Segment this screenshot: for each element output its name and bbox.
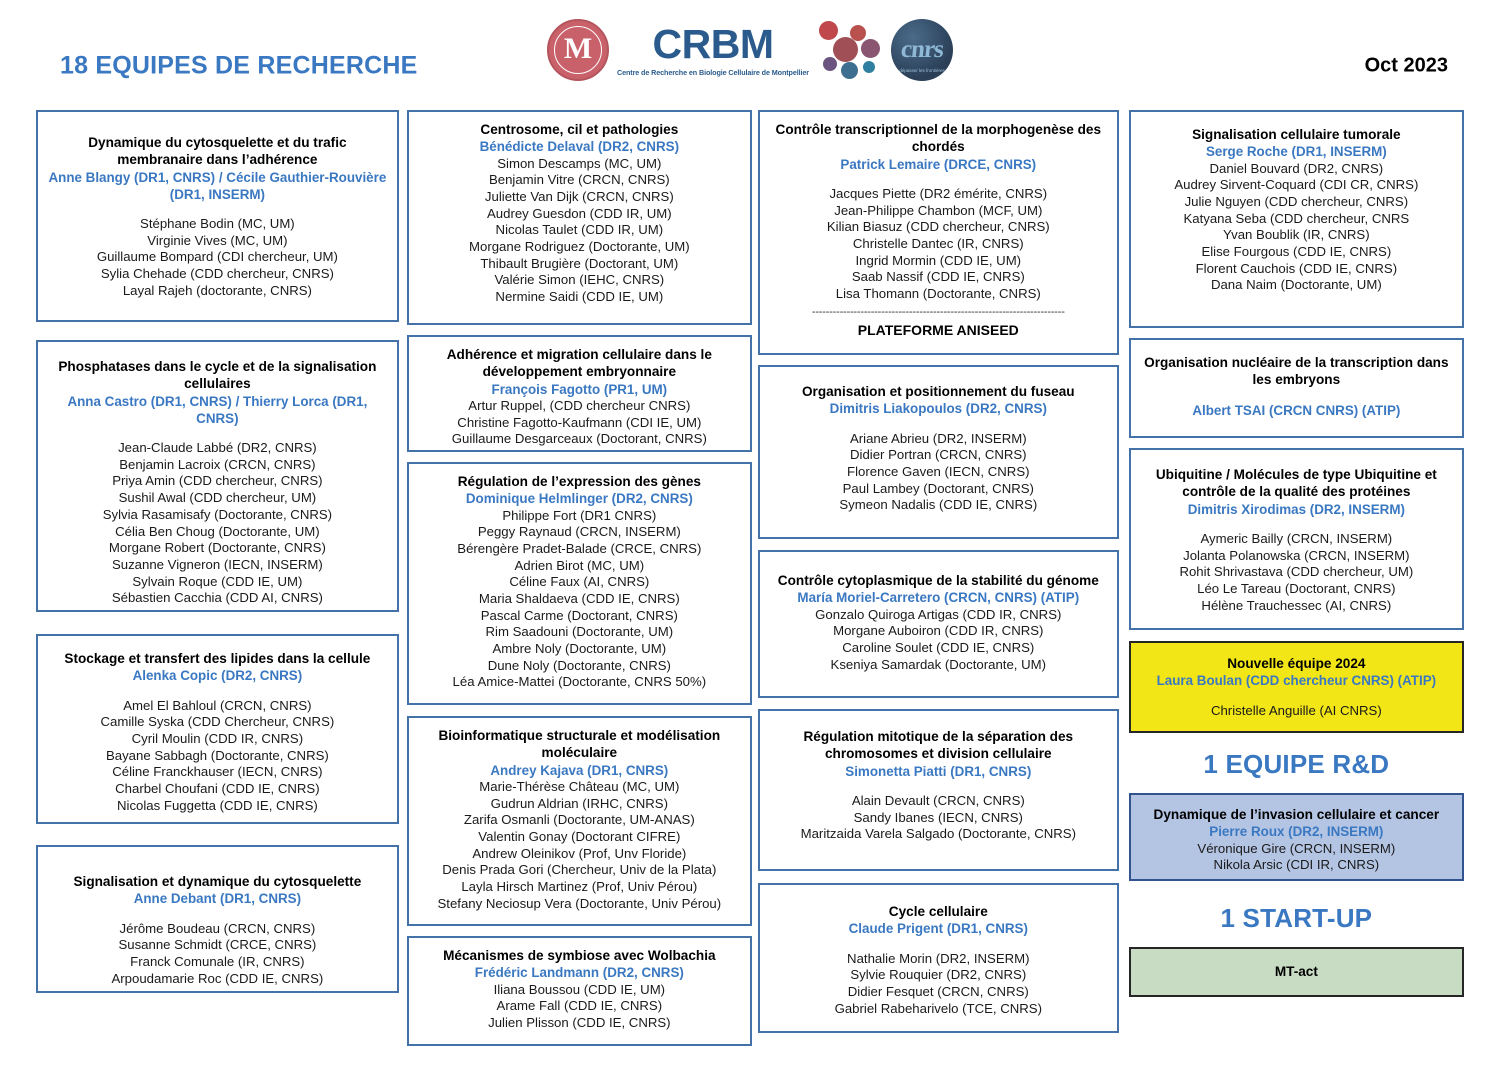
- team-member: Camille Syska (CDD Chercheur, CNRS): [100, 714, 335, 730]
- team-member: Sylvain Roque (CDD IE, UM): [132, 573, 303, 589]
- team-member: Amel El Bahloul (CRCN, CNRS): [123, 697, 312, 713]
- team-member: Caroline Soulet (CDD IE, CNRS): [842, 639, 1035, 655]
- team-member: Saab Nassif (CDD IE, CNRS): [851, 269, 1025, 285]
- team-member: Audrey Guesdon (CDD IR, UM): [486, 205, 672, 221]
- team-lead: Pierre Roux (DR2, INSERM): [1209, 824, 1384, 840]
- team-member: Susanne Schmidt (CRCE, CNRS): [118, 937, 317, 953]
- team-member: Benjamin Lacroix (CRCN, CNRS): [119, 456, 316, 472]
- team-member: Dana Naim (Doctorante, UM): [1210, 277, 1382, 293]
- team-member: Nikola Arsic (CDI IR, CNRS): [1213, 857, 1380, 873]
- team-member: Christine Fagotto-Kaufmann (CDI IE, UM): [457, 414, 702, 430]
- team-member: Dune Noly (Doctorante, CNRS): [487, 657, 671, 673]
- team-title: Dynamique du cytosquelette et du trafic membranaire dans l’adhérence: [88, 135, 347, 168]
- team-title: Phosphatases dans le cycle et de la signalisation cellulaires: [58, 359, 377, 392]
- team-title: Contrôle transcriptionnel de la morphogenèse des chordés: [775, 122, 1102, 155]
- team-box: [407, 335, 752, 452]
- team-box: [36, 110, 399, 322]
- team-member: Artur Ruppel, (CDD chercheur CNRS): [468, 397, 691, 413]
- team-lead: Alenka Copic (DR2, CNRS): [132, 668, 303, 684]
- team-member: Christelle Dantec (IR, CNRS): [852, 236, 1024, 251]
- team-member: Ingrid Mormin (CDD IE, UM): [855, 252, 1022, 268]
- team-member: Sandy Ibanes (IECN, CNRS): [853, 809, 1023, 825]
- new-team-box: [1129, 641, 1464, 733]
- team-member: Julie Nguyen (CDD chercheur, CNRS): [1184, 193, 1409, 209]
- team-member: Charbel Choufani (CDD IE, CNRS): [115, 780, 320, 796]
- team-member: Zarifa Osmanli (Doctorante, UM-ANAS): [463, 812, 695, 828]
- team-lead: Andrey Kajava (DR1, CNRS): [490, 762, 669, 778]
- team-member: Rim Saadouni (Doctorante, UM): [485, 624, 674, 640]
- team-member: Sushil Awal (CDD chercheur, UM): [118, 490, 317, 506]
- cnrs-wordmark: cnrs: [899, 36, 945, 63]
- team-member: Symeon Nadalis (CDD IE, CNRS): [839, 497, 1038, 513]
- cnrs-tagline: dépasser les frontières: [899, 68, 945, 73]
- team-box: [1129, 110, 1464, 328]
- team-title: Cycle cellulaire: [888, 904, 988, 919]
- team-member: Célia Ben Choug (Doctorante, UM): [115, 523, 320, 539]
- team-member: Morgane Robert (Doctorante, CNRS): [108, 540, 326, 556]
- team-title: Stockage et transfert des lipides dans la cellule: [64, 651, 371, 666]
- team-member: Priya Amin (CDD chercheur, CNRS): [112, 473, 323, 489]
- team-member: Elise Fourgous (CDD IE, CNRS): [1201, 243, 1392, 259]
- team-member: Andrew Oleinikov (Prof, Unv Floride): [472, 845, 687, 861]
- team-member: Morgane Auboiron (CDD IR, CNRS): [833, 623, 1044, 639]
- team-member: Didier Portran (CRCN, CNRS): [849, 447, 1027, 463]
- team-title: Signalisation et dynamique du cytosquelette: [73, 874, 362, 889]
- team-member: Christelle Anguille (AI CNRS): [1210, 702, 1382, 718]
- team-member: Jean-Philippe Chambon (MCF, UM): [834, 202, 1043, 218]
- team-lead: Claude Prigent (DR1, CNRS): [848, 921, 1028, 937]
- team-lead: Simonetta Piatti (DR1, CNRS): [845, 763, 1032, 779]
- team-member: Thibault Brugière (Doctorant, UM): [480, 255, 679, 271]
- team-member: Valentin Gonay (Doctorant CIFRE): [478, 829, 681, 844]
- team-member: Adrien Birot (MC, UM): [514, 557, 645, 573]
- team-member: Ambre Noly (Doctorante, UM): [492, 641, 667, 657]
- team-box: [758, 883, 1119, 1033]
- team-member: Valérie Simon (IEHC, CNRS): [494, 272, 665, 288]
- team-member: Jolanta Polanowska (CRCN, INSERM): [1183, 547, 1410, 563]
- team-member: Sylvia Rasamisafy (Doctorante, CNRS): [102, 506, 333, 522]
- team-member: Simon Descamps (MC, UM): [497, 155, 662, 171]
- team-box: [407, 936, 752, 1046]
- team-title: Nouvelle équipe 2024: [1227, 656, 1366, 671]
- team-member: Cyril Moulin (CDD IR, CNRS): [131, 730, 304, 746]
- team-lead: Anne Blangy (DR1, CNRS) / Cécile Gauthier-Rouvière (DR1, INSERM): [48, 169, 387, 202]
- team-member: Suzanne Vigneron (IECN, INSERM): [111, 556, 323, 572]
- team-member: Peggy Raynaud (CRCN, INSERM): [477, 524, 681, 540]
- team-member: Jérôme Boudeau (CRCN, CNRS): [119, 920, 316, 936]
- team-title: Adhérence et migration cellulaire dans le développement embryonnaire: [446, 347, 712, 380]
- team-box: [1129, 448, 1464, 630]
- team-member: Gabriel Rabeharivelo (TCE, CNRS): [834, 1000, 1042, 1016]
- team-member: Arame Fall (CDD IE, CNRS): [496, 998, 663, 1014]
- team-box: [36, 634, 399, 824]
- team-member: Gudrun Aldrian (IRHC, CNRS): [490, 795, 668, 811]
- team-member: Nermine Saidi (CDD IE, UM): [495, 289, 664, 305]
- crbm-wordmark: [616, 20, 810, 77]
- team-box: [758, 709, 1119, 871]
- team-member: Katyana Seba (CDD chercheur, CNRS: [1183, 210, 1410, 226]
- startup-name: MT-act: [1274, 964, 1318, 979]
- column-3: [758, 110, 1119, 1060]
- team-lead: Albert TSAI (CRCN CNRS) (ATIP): [1192, 402, 1401, 418]
- team-box: [36, 340, 399, 612]
- team-member: Paul Lambey (Doctorant, CNRS): [842, 480, 1034, 496]
- team-member: Guillaume Desgarceaux (Doctorant, CNRS): [451, 431, 707, 447]
- team-title: Bioinformatique structurale et modélisation moléculaire: [438, 728, 721, 761]
- team-member: Denis Prada Gori (Chercheur, Univ de la Plata): [442, 862, 717, 878]
- team-member: Guillaume Bompard (CDI chercheur, UM): [96, 249, 338, 265]
- team-member: Layal Rajeh (doctorante, CNRS): [122, 282, 312, 298]
- team-member: Audrey Sirvent-Coquard (CDI CR, CNRS): [1174, 177, 1419, 193]
- cnrs-logo-icon: [891, 19, 953, 81]
- team-member: Pascal Carme (Doctorant, CNRS): [480, 607, 678, 623]
- column-1: [36, 110, 399, 1060]
- date-label: Oct 2023: [1364, 54, 1448, 77]
- team-box: [1129, 338, 1464, 438]
- team-member: Daniel Bouvard (DR2, CNRS): [1209, 160, 1384, 176]
- team-member: Gonzalo Quiroga Artigas (CDD IR, CNRS): [815, 606, 1062, 622]
- column-2: [407, 110, 752, 1060]
- team-title: Dynamique de l’invasion cellulaire et cancer: [1153, 807, 1440, 822]
- team-member: Jacques Piette (DR2 émérite, CNRS): [829, 185, 1048, 201]
- team-box: [407, 716, 752, 926]
- page-header: [0, 0, 1500, 108]
- teams-grid: [0, 110, 1500, 1060]
- universite-montpellier-seal-icon: [547, 19, 609, 81]
- column-4: [1129, 110, 1464, 1060]
- team-lead: Anne Debant (DR1, CNRS): [133, 891, 302, 907]
- team-title: Contrôle cytoplasmique de la stabilité du génome: [777, 573, 1099, 588]
- team-lead: Dimitris Liakopoulos (DR2, CNRS): [829, 401, 1047, 417]
- team-member: Céline Franckhauser (IECN, CNRS): [112, 764, 323, 780]
- team-title: Organisation et positionnement du fuseau: [801, 384, 1075, 399]
- team-title: Régulation de l’expression des gènes: [457, 474, 701, 489]
- crbm-fullname: Centre de Recherche en Biologie Cellulaire de Montpellier: [616, 67, 810, 77]
- team-lead: Anna Castro (DR1, CNRS) / Thierry Lorca (DR1, CNRS): [67, 393, 368, 426]
- team-member: Rohit Shrivastava (CDD chercheur, UM): [1179, 564, 1414, 580]
- team-member: Arpoudamarie Roc (CDD IE, CNRS): [111, 970, 324, 986]
- page-title: 18 EQUIPES DE RECHERCHE: [60, 51, 418, 80]
- team-member: Lisa Thomann (Doctorante, CNRS): [835, 286, 1041, 302]
- team-member: Florent Cauchois (CDD IE, CNRS): [1195, 260, 1398, 276]
- team-member: Maritzaida Varela Salgado (Doctorante, CNRS): [800, 826, 1076, 842]
- team-member: Didier Fesquet (CRCN, CNRS): [847, 983, 1029, 999]
- platform-label: PLATEFORME ANISEED: [857, 321, 1019, 338]
- team-member: Yvan Boublik (IR, CNRS): [1223, 227, 1370, 243]
- team-member: Layla Hirsch Martinez (Prof, Univ Pérou): [461, 879, 698, 895]
- team-member: Iliana Boussou (CDD IE, UM): [493, 981, 666, 997]
- team-member: Virginie Vives (MC, UM): [147, 232, 288, 248]
- crbm-acronym: CRBM: [652, 20, 774, 67]
- team-member: Stéphane Bodin (MC, UM): [140, 216, 295, 232]
- seal-letter: M: [563, 32, 593, 65]
- team-member: Sébastien Cacchia (CDD AI, CNRS): [111, 590, 323, 606]
- team-lead: Frédéric Landmann (DR2, CNRS): [474, 965, 684, 981]
- team-lead: Patrick Lemaire (DRCE, CNRS): [840, 156, 1037, 172]
- section-head-startup: 1 START-UP: [1220, 903, 1373, 933]
- team-member: Stefany Neciosup Vera (Doctorante, Univ Pérou): [437, 895, 722, 911]
- team-member: Nicolas Fuggetta (CDD IE, CNRS): [116, 797, 318, 813]
- team-member: Alain Devault (CRCN, CNRS): [851, 792, 1025, 808]
- team-member: Juliette Van Dijk (CRCN, CNRS): [484, 188, 674, 204]
- team-lead: Dominique Helmlinger (DR2, CNRS): [465, 491, 693, 507]
- team-member: Maria Shaldaeva (CDD IE, CNRS): [478, 590, 680, 606]
- divider: -------------------------------------------------------------------------: [811, 306, 1065, 318]
- team-member: Florence Gaven (IECN, CNRS): [847, 463, 1030, 479]
- team-member: Véronique Gire (CRCN, INSERM): [1197, 840, 1396, 856]
- team-box: [36, 845, 399, 993]
- team-title: Organisation nucléaire de la transcription dans les embryons: [1144, 355, 1449, 388]
- team-lead: Serge Roche (DR1, INSERM): [1205, 144, 1387, 160]
- team-member: Kilian Biasuz (CDD chercheur, CNRS): [826, 219, 1050, 235]
- startup-box: [1129, 947, 1464, 997]
- team-member: Céline Faux (AI, CNRS): [509, 574, 650, 590]
- team-title: Signalisation cellulaire tumorale: [1192, 127, 1401, 142]
- team-lead: Bénédicte Delaval (DR2, CNRS): [479, 139, 680, 155]
- team-member: Philippe Fort (DR1 CNRS): [502, 507, 657, 523]
- team-member: Morgane Rodriguez (Doctorante, UM): [469, 238, 690, 254]
- team-title: Centrosome, cil et pathologies: [480, 122, 679, 137]
- team-lead: Laura Boulan (CDD chercheur CNRS) (ATIP): [1156, 673, 1437, 689]
- team-box: [758, 365, 1119, 539]
- team-member: Jean-Claude Labbé (DR2, CNRS): [118, 440, 317, 456]
- team-lead: Dimitris Xirodimas (DR2, INSERM): [1187, 501, 1405, 517]
- team-title: Mécanismes de symbiose avec Wolbachia: [443, 948, 716, 963]
- team-lead: María Moriel-Carretero (CRCN, CNRS) (ATIP): [797, 590, 1080, 606]
- logo-block: [547, 19, 953, 81]
- team-member: Hélène Trauchessec (AI, CNRS): [1201, 597, 1392, 613]
- team-member: Julien Plisson (CDD IE, CNRS): [488, 1014, 671, 1030]
- molecule-icon: [817, 19, 883, 81]
- team-member: Sylia Chehade (CDD chercheur, CNRS): [100, 266, 334, 282]
- team-box: [407, 110, 752, 325]
- team-title: Ubiquitine / Molécules de type Ubiquitine et contrôle de la qualité des protéines: [1155, 467, 1437, 500]
- team-member: Bayane Sabbagh (Doctorante, CNRS): [105, 747, 329, 763]
- team-member: Léo Le Tareau (Doctorant, CNRS): [1197, 581, 1396, 596]
- team-member: Aymeric Bailly (CRCN, INSERM): [1200, 530, 1393, 546]
- team-member: Kseniya Samardak (Doctorante, UM): [830, 656, 1047, 672]
- section-head-rd: 1 EQUIPE R&D: [1203, 749, 1390, 779]
- team-box: [758, 550, 1119, 698]
- team-title: Régulation mitotique de la séparation des chromosomes et division cellulaire: [803, 729, 1074, 762]
- team-member: Nathalie Morin (DR2, INSERM): [847, 950, 1030, 966]
- team-member: Marie-Thérèse Château (MC, UM): [479, 778, 680, 794]
- team-box: [758, 110, 1119, 355]
- team-box: [407, 462, 752, 705]
- team-member: Léa Amice-Mattei (Doctorante, CNRS 50%): [452, 674, 707, 690]
- team-member: Bérengère Pradet-Balade (CRCE, CNRS): [457, 540, 702, 556]
- team-member: Nicolas Taulet (CDD IR, UM): [495, 222, 664, 238]
- rd-team-box: [1129, 793, 1464, 881]
- team-member: Ariane Abrieu (DR2, INSERM): [849, 430, 1027, 446]
- team-member: Sylvie Rouquier (DR2, CNRS): [850, 967, 1027, 983]
- team-lead: François Fagotto (PR1, UM): [491, 381, 668, 397]
- team-member: Benjamin Vitre (CRCN, CNRS): [488, 172, 670, 188]
- team-member: Franck Comunale (IR, CNRS): [130, 953, 305, 969]
